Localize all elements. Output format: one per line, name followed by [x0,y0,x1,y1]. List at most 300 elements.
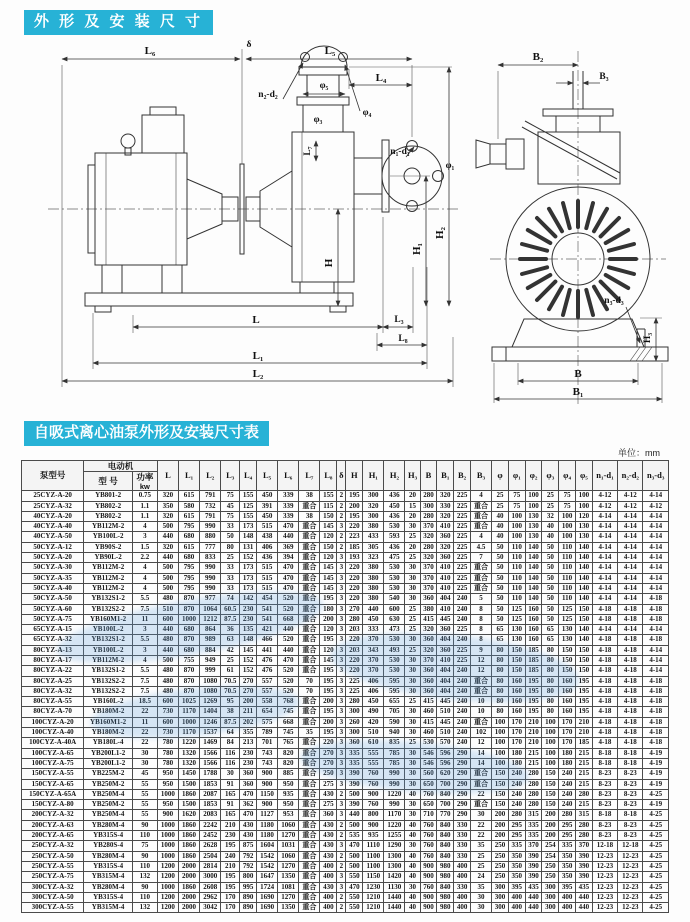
dim-value-cell: 150 [559,645,576,655]
dim-value-cell: 重合 [299,851,320,861]
dim-value-cell: 360 [437,625,454,635]
motor-model-cell: YB315M-4 [84,903,133,913]
dim-value-cell: 195 [346,491,363,501]
dim-value-cell: 225 [454,501,471,511]
dim-value-cell: 20 [405,511,420,521]
dim-value-cell: 430 [320,831,337,841]
dim-value-cell: 254 [542,851,559,861]
dim-value-cell: 130 [525,532,542,542]
dim-value-cell: 200 [346,501,363,511]
motor-power-cell: 30 [132,748,157,758]
dim-value-cell: 760 [420,851,437,861]
motor-model-cell: YB315S-4 [84,861,133,871]
dim-value-cell: 1542 [257,851,278,861]
dim-value-cell: 3 [337,769,346,779]
dim-value-cell: 500 [157,522,178,532]
dim-value-cell: 280 [576,831,593,841]
dim-value-cell: 225 [454,522,471,532]
dim-value-cell: 476 [257,666,278,676]
dim-value-cell: 470 [278,583,299,593]
dim-value-cell: 110 [508,563,525,573]
dim-value-cell: 240 [454,717,471,727]
dim-value-cell: 1860 [178,789,199,799]
dim-value-cell: 440 [157,553,178,563]
motor-model-cell: YB160M1-2 [84,614,133,624]
dim-value-cell: 重合 [470,501,491,511]
dim-value-cell: 200 [492,820,509,830]
dim-value-cell: 160 [559,707,576,717]
dim-value-cell: 220 [346,522,363,532]
dim-value-cell: 360 [420,676,437,686]
dim-value-cell: 重合 [470,769,491,779]
dim-value-cell: 3 [337,707,346,717]
dim-value-cell: 230 [240,614,257,624]
dim-value-cell: 4.5 [470,542,491,552]
dim-value-cell: 295 [508,820,525,830]
dim-value-cell: 475 [384,553,405,563]
dim-value-cell: 999 [200,666,221,676]
dim-value-cell: 4-14 [592,532,617,542]
dim-value-cell: 185 [576,738,593,748]
dim-value-cell: 290 [454,758,471,768]
dim-value-cell: 50 [542,594,559,604]
dim-value-cell: 1127 [257,810,278,820]
motor-model-cell: YB132S2-2 [84,676,133,686]
dim-value-cell: 3 [337,872,346,882]
dim-value-cell: 415 [420,614,437,624]
dim-value-cell: 250 [492,861,509,871]
dim-value-cell: 12-18 [592,841,617,851]
dim-value-cell: 1620 [178,810,199,820]
dim-value-cell: 20 [405,542,420,552]
dim-value-cell: 360 [437,532,454,542]
dim-value-cell: 1060 [278,851,299,861]
table-row [22,563,669,573]
dim-value-cell: 25 [405,738,420,748]
dim-value-cell: 80 [492,666,509,676]
dim-value-cell: 2814 [200,861,221,871]
dim-value-cell: 380 [363,573,384,583]
dim-value-cell: 4-18 [592,738,617,748]
dim-value-cell: 2504 [200,851,221,861]
dim-value-cell: 900 [257,800,278,810]
dim-value-cell: 370 [363,666,384,676]
dim-value-cell: 440 [278,532,299,542]
dim-value-cell: 440 [363,604,384,614]
dim-value-cell: 900 [420,892,437,902]
dim-value-cell: 215 [576,800,593,810]
dim-value-cell: 91 [221,800,240,810]
dim-value-cell: 148 [240,635,257,645]
dim-value-cell: 520 [278,604,299,614]
dim-value-cell: 4-14 [618,625,643,635]
motor-power-cell: 4 [132,522,157,532]
dim-value-cell: 380 [363,563,384,573]
dim-value-cell: 360 [320,810,337,820]
dim-value-cell: 450 [257,491,278,501]
dim-value-cell: 500 [157,563,178,573]
dim-value-cell: 450 [363,697,384,707]
dim-value-cell: 870 [178,604,199,614]
dim-value-cell: 30 [405,583,420,593]
motor-power-cell: 75 [132,841,157,851]
dim-value-cell: 重合 [299,892,320,902]
dim-value-cell: 240 [559,800,576,810]
dim-value-cell: 290 [454,779,471,789]
dim-value-cell: 290 [454,789,471,799]
dim-value-cell: 440 [576,903,593,913]
dim-value-cell: 1469 [200,738,221,748]
dim-value-cell: 250 [542,861,559,871]
dim-value-cell: 2000 [178,892,199,902]
dim-value-cell: 2 [337,831,346,841]
dim-value-cell: 1537 [200,728,221,738]
dim-value-cell: 510 [363,728,384,738]
dim-value-cell: 400 [454,892,471,902]
dim-value-cell: 8 [470,614,491,624]
dim-value-cell: 160 [525,614,542,624]
dim-value-cell: 2628 [200,841,221,851]
motor-model-cell: YB280M-4 [84,851,133,861]
dim-value-cell: 360 [420,666,437,676]
dim-value-cell: 12-23 [592,882,617,892]
motor-power-cell: 132 [132,903,157,913]
dim-value-cell: 575 [257,717,278,727]
pump-model-cell: 100CYZ-A-75 [22,758,84,768]
pump-model-cell: 100CYZ-A-20 [22,717,84,727]
motor-model-cell: YB801-2 [84,491,133,501]
dim-value-cell: 40 [542,532,559,542]
dim-value-cell: 110 [508,542,525,552]
dim-value-cell: 200 [320,717,337,727]
dim-value-cell: 870 [178,666,199,676]
dim-value-cell: 4-18 [618,635,643,645]
dim-value-cell: 370 [420,573,437,583]
dim-value-cell: 4-25 [643,882,669,892]
motor-model-cell: YB90L-2 [84,553,133,563]
pump-model-cell: 150CYZ-A-55 [22,769,84,779]
dim-col-header: H₃ [405,460,420,491]
dim-value-cell: 350 [508,851,525,861]
dim-value-cell: 530 [384,666,405,676]
dim-value-cell: 950 [278,779,299,789]
dim-value-cell: 4-18 [618,728,643,738]
table-row [22,553,669,563]
dim-value-cell: 3000 [200,872,221,882]
pump-model-cell: 25CYZ-A-20 [22,491,84,501]
dim-value-cell: 370 [363,656,384,666]
dim-value-cell: 150 [492,779,509,789]
dim-value-cell: 520 [278,635,299,645]
dim-value-cell: 4-18 [618,707,643,717]
dim-value-cell: 100 [492,748,509,758]
dim-value-cell: 12-23 [592,903,617,913]
dim-value-cell: 4-14 [592,594,617,604]
dim-value-cell: 152 [240,656,257,666]
dim-value-cell: 重合 [299,656,320,666]
dim-value-cell: 620 [437,769,454,779]
dim-value-cell: 200 [240,697,257,707]
dim-value-cell: 重合 [470,563,491,573]
dim-value-cell: 120 [320,625,337,635]
dim-value-cell: 610 [363,738,384,748]
dim-value-cell: 100 [525,501,542,511]
dim-value-cell: 42 [221,645,240,655]
dim-value-cell: 8-18 [592,758,617,768]
dim-value-cell: 225 [454,563,471,573]
dim-value-cell: 8-23 [592,769,617,779]
dim-value-cell: 180 [559,758,576,768]
dim-value-cell: 3 [337,810,346,820]
dim-value-cell: 370 [420,656,437,666]
dim-value-cell: 225 [454,645,471,655]
dim-value-cell: 重合 [299,501,320,511]
table-row [22,491,669,501]
dim-value-cell: 4-12 [643,501,669,511]
dim-value-cell: 200 [542,831,559,841]
motor-model-cell: YB160L-2 [84,697,133,707]
motor-model-cell: YB160M1-2 [84,717,133,727]
dim-value-cell: 30 [405,841,420,851]
dim-value-cell: 680 [178,625,199,635]
dim-value-cell: 380 [363,522,384,532]
dim-value-cell: 200 [320,697,337,707]
dim-value-cell: 300 [346,707,363,717]
dim-value-cell: 295 [559,820,576,830]
dim-value-cell: 760 [420,882,437,892]
dim-value-cell: 195 [576,707,593,717]
dim-value-cell: 410 [437,604,454,614]
dim-value-cell: 300 [492,903,509,913]
pump-model-header: 泵型号 [22,460,84,491]
dim-value-cell: 100 [576,501,593,511]
dim-label-b1: B₁ [572,385,584,398]
dim-value-cell: 240 [454,676,471,686]
dim-value-cell: 100 [492,738,509,748]
dim-label-l5: L₅ [324,44,336,57]
dim-value-cell: 840 [437,820,454,830]
dim-label-h2: H₂ [434,226,446,239]
dim-value-cell: 140 [576,583,593,593]
dim-value-cell: 150 [508,666,525,676]
dim-col-header: H [346,460,363,491]
dim-value-cell: 900 [363,820,384,830]
dim-value-cell: 370 [576,841,593,851]
dim-value-cell: 125 [240,501,257,511]
dim-col-header: n₁-d₁ [592,460,617,491]
motor-model-cell: YB280M-4 [84,820,133,830]
dim-value-cell: 3 [337,666,346,676]
dim-value-cell: 30 [405,769,420,779]
table-row [22,872,669,882]
dim-value-cell: 995 [240,882,257,892]
dim-value-cell: 2452 [200,831,221,841]
dim-col-header: H₁ [363,460,384,491]
dim-value-cell: 180 [320,604,337,614]
dim-value-cell: 重合 [299,522,320,532]
dim-value-cell: 100 [576,491,593,501]
dim-value-cell: 430 [240,831,257,841]
dim-label-n2d2: n₂-d₂ [258,89,278,100]
dim-value-cell: 220 [346,583,363,593]
dim-value-cell: 1270 [278,861,299,871]
dim-value-cell: 270 [346,604,363,614]
dim-value-cell: 80 [492,707,509,717]
motor-power-cell: 4 [132,583,157,593]
dim-value-cell: 360 [346,738,363,748]
dims-table-body [22,491,669,913]
table-row [22,686,669,696]
motor-model-cell: YB100L-2 [84,532,133,542]
dim-value-cell: 1000 [157,841,178,851]
dim-value-cell: 280 [525,779,542,789]
dim-value-cell: 900 [157,810,178,820]
dim-value-cell: 215 [525,758,542,768]
dim-col-header: n₂-d₂ [618,460,643,491]
dim-value-cell: 240 [454,697,471,707]
table-row [22,532,669,542]
dim-value-cell: 225 [346,676,363,686]
dim-value-cell: 145 [320,522,337,532]
dim-value-cell: 12-23 [618,861,643,871]
dim-value-cell: 30 [470,903,491,913]
dim-value-cell: 515 [257,522,278,532]
dim-value-cell: 160 [559,697,576,707]
dim-value-cell: 75 [559,491,576,501]
dim-value-cell: 600 [157,614,178,624]
dim-value-cell: 165 [221,789,240,799]
dim-value-cell: 170 [221,892,240,902]
dim-value-cell: 1270 [278,892,299,902]
dim-value-cell: 32 [542,511,559,521]
motor-power-cell: 1.1 [132,501,157,511]
dim-value-cell: 460 [420,728,437,738]
dim-value-cell: 400 [559,903,576,913]
dim-value-cell: 220 [346,666,363,676]
dim-value-cell: 436 [384,511,405,521]
dim-value-cell: 730 [157,707,178,717]
dim-value-cell: 390 [346,800,363,810]
motor-model-cell: YB132S1-2 [84,594,133,604]
pump-model-cell: 80CYZ-A-55 [22,697,84,707]
motor-model-cell: YB100L-2 [84,625,133,635]
dim-value-cell: 130 [508,635,525,645]
dim-value-cell: 390 [525,872,542,882]
dim-value-cell: 700 [437,800,454,810]
pump-model-cell: 40CYZ-A-40 [22,522,84,532]
motor-power-cell: 90 [132,882,157,892]
dim-value-cell: 30 [405,728,420,738]
dim-value-cell: 290 [454,748,471,758]
dim-value-cell: 470 [346,841,363,851]
dim-value-cell: 重合 [470,800,491,810]
dim-value-cell: 320 [363,501,384,511]
dim-value-cell: 12-23 [618,851,643,861]
dim-value-cell: 4-14 [643,573,669,583]
table-row [22,542,669,552]
dim-value-cell: 654 [257,707,278,717]
dim-value-cell: 160 [508,686,525,696]
dim-label-l1: L₁ [252,349,264,362]
dim-value-cell: 4-12 [592,501,617,511]
motor-power-cell: 3 [132,532,157,542]
dim-value-cell: 480 [157,686,178,696]
dim-value-cell: 50 [492,553,509,563]
dim-value-cell: 4-14 [618,563,643,573]
table-row [22,861,669,871]
dim-value-cell: 211 [240,707,257,717]
dim-value-cell: 980 [437,892,454,902]
dim-value-cell: 4-18 [643,686,669,696]
dim-value-cell: 重合 [299,542,320,552]
dim-value-cell: 重合 [299,810,320,820]
dim-value-cell: 320 [437,511,454,521]
pump-model-cell: 80CYZ-A-25 [22,676,84,686]
dim-value-cell: 30 [405,666,420,676]
dim-value-cell: 240 [221,851,240,861]
dim-value-cell: 3 [337,738,346,748]
table-row [22,738,669,748]
dim-label-b2: B₂ [532,50,544,63]
dim-value-cell: 4-18 [618,676,643,686]
dim-value-cell: 重合 [299,800,320,810]
dim-value-cell: 300 [492,882,509,892]
dim-label-phi1: φ₁ [445,160,455,171]
dim-value-cell: 330 [437,501,454,511]
dim-value-cell: 440 [346,810,363,820]
dim-value-cell: 8 [470,604,491,614]
dim-value-cell: 80 [492,676,509,686]
dim-value-cell: 195 [576,697,593,707]
motor-model-cell: YB250M-2 [84,779,133,789]
dim-value-cell: 4-14 [618,522,643,532]
dim-value-cell: 400 [320,903,337,913]
table-row [22,841,669,851]
dim-value-cell: 360 [420,594,437,604]
dim-value-cell: 8-18 [618,758,643,768]
pump-model-cell: 200CYZ-A-63 [22,820,84,830]
dim-value-cell: 3 [337,697,346,707]
dim-value-cell: 4-18 [643,614,669,624]
dim-value-cell: 530 [384,563,405,573]
dim-value-cell: 120 [320,532,337,542]
dim-value-cell: 320 [420,645,437,655]
dim-value-cell: 440 [278,625,299,635]
dim-value-cell: 2 [337,501,346,511]
dim-value-cell: 50 [492,604,509,614]
dim-value-cell: 1255 [384,831,405,841]
dim-col-header: φ₁ [508,460,525,491]
dim-value-cell: 1724 [257,882,278,892]
dim-value-cell: 470 [278,563,299,573]
table-section-title-text: 自吸式离心油泵外形及安装尺寸表 [34,423,260,441]
dim-value-cell: 380 [420,604,437,614]
dim-value-cell: 300 [492,892,509,902]
dim-value-cell: 530 [384,656,405,666]
dim-value-cell: 4-18 [592,676,617,686]
motor-power-cell: 90 [132,851,157,861]
dim-value-cell: 110 [559,542,576,552]
dim-value-cell: 210 [525,728,542,738]
dim-value-cell: 4-14 [592,553,617,563]
dim-value-cell: 8-18 [618,810,643,820]
dim-value-cell: 150 [576,645,593,655]
dim-value-cell: 4 [470,491,491,501]
dim-value-cell: 270 [240,676,257,686]
dim-value-cell: 3 [337,522,346,532]
dim-col-header: L₃ [221,460,240,491]
dim-value-cell: 3 [337,614,346,624]
